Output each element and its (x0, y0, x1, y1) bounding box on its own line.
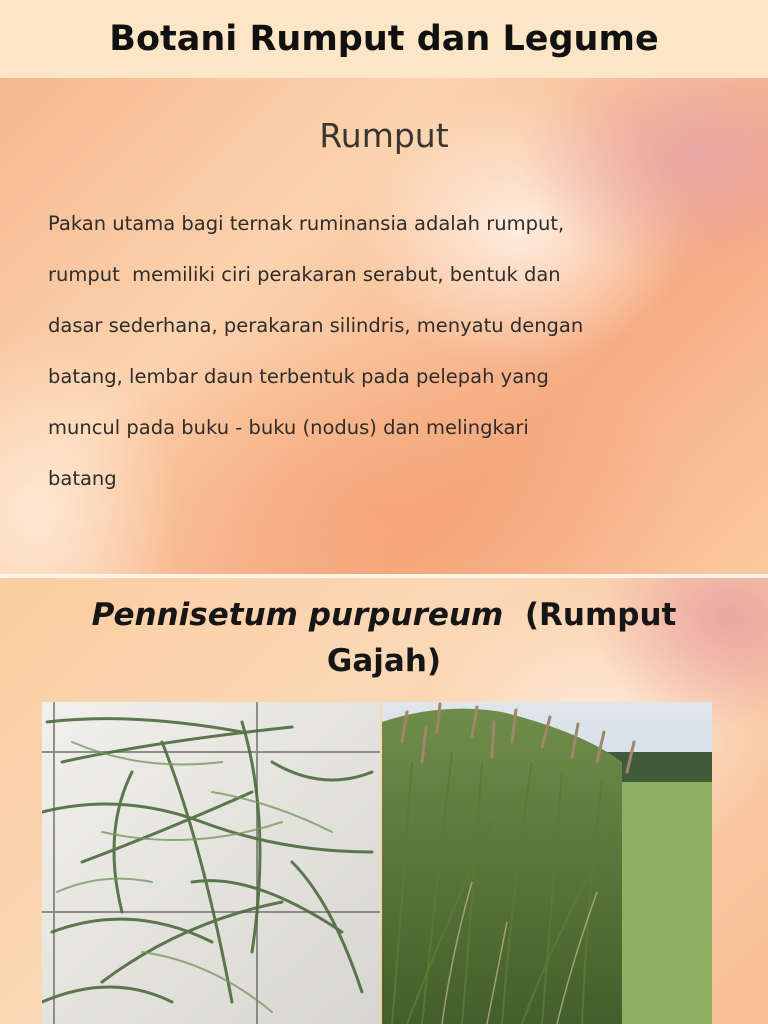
document-title: Botani Rumput dan Legume (109, 19, 659, 59)
grass-field-photo (382, 702, 712, 1024)
common-name: (Rumput Gajah) (326, 597, 677, 679)
body-line: Pakan utama bagi ternak ruminansia adalah rumput, (48, 212, 565, 235)
body-line: batang (48, 467, 117, 490)
body-line: rumput memiliki ciri perakaran serabut, bentuk dan (48, 263, 561, 286)
slide-body-text (48, 198, 728, 504)
species-heading (40, 592, 728, 684)
slide-rumput (0, 78, 768, 574)
document-header (0, 0, 768, 78)
body-line: dasar sederhana, perakaran silindris, menyatu dengan (48, 314, 584, 337)
grass-leaves-specimen-illustration (42, 702, 380, 1024)
grass-field-illustration (382, 702, 712, 1024)
body-line: muncul pada buku - buku (nodus) dan melingkari (48, 416, 529, 439)
slide-pennisetum (0, 578, 768, 1024)
slide-heading: Rumput (319, 116, 449, 155)
grass-leaves-specimen-photo (42, 702, 380, 1024)
body-line: batang, lembar daun terbentuk pada pelepah yang (48, 365, 549, 388)
scientific-name: Pennisetum purpureum (91, 597, 504, 633)
